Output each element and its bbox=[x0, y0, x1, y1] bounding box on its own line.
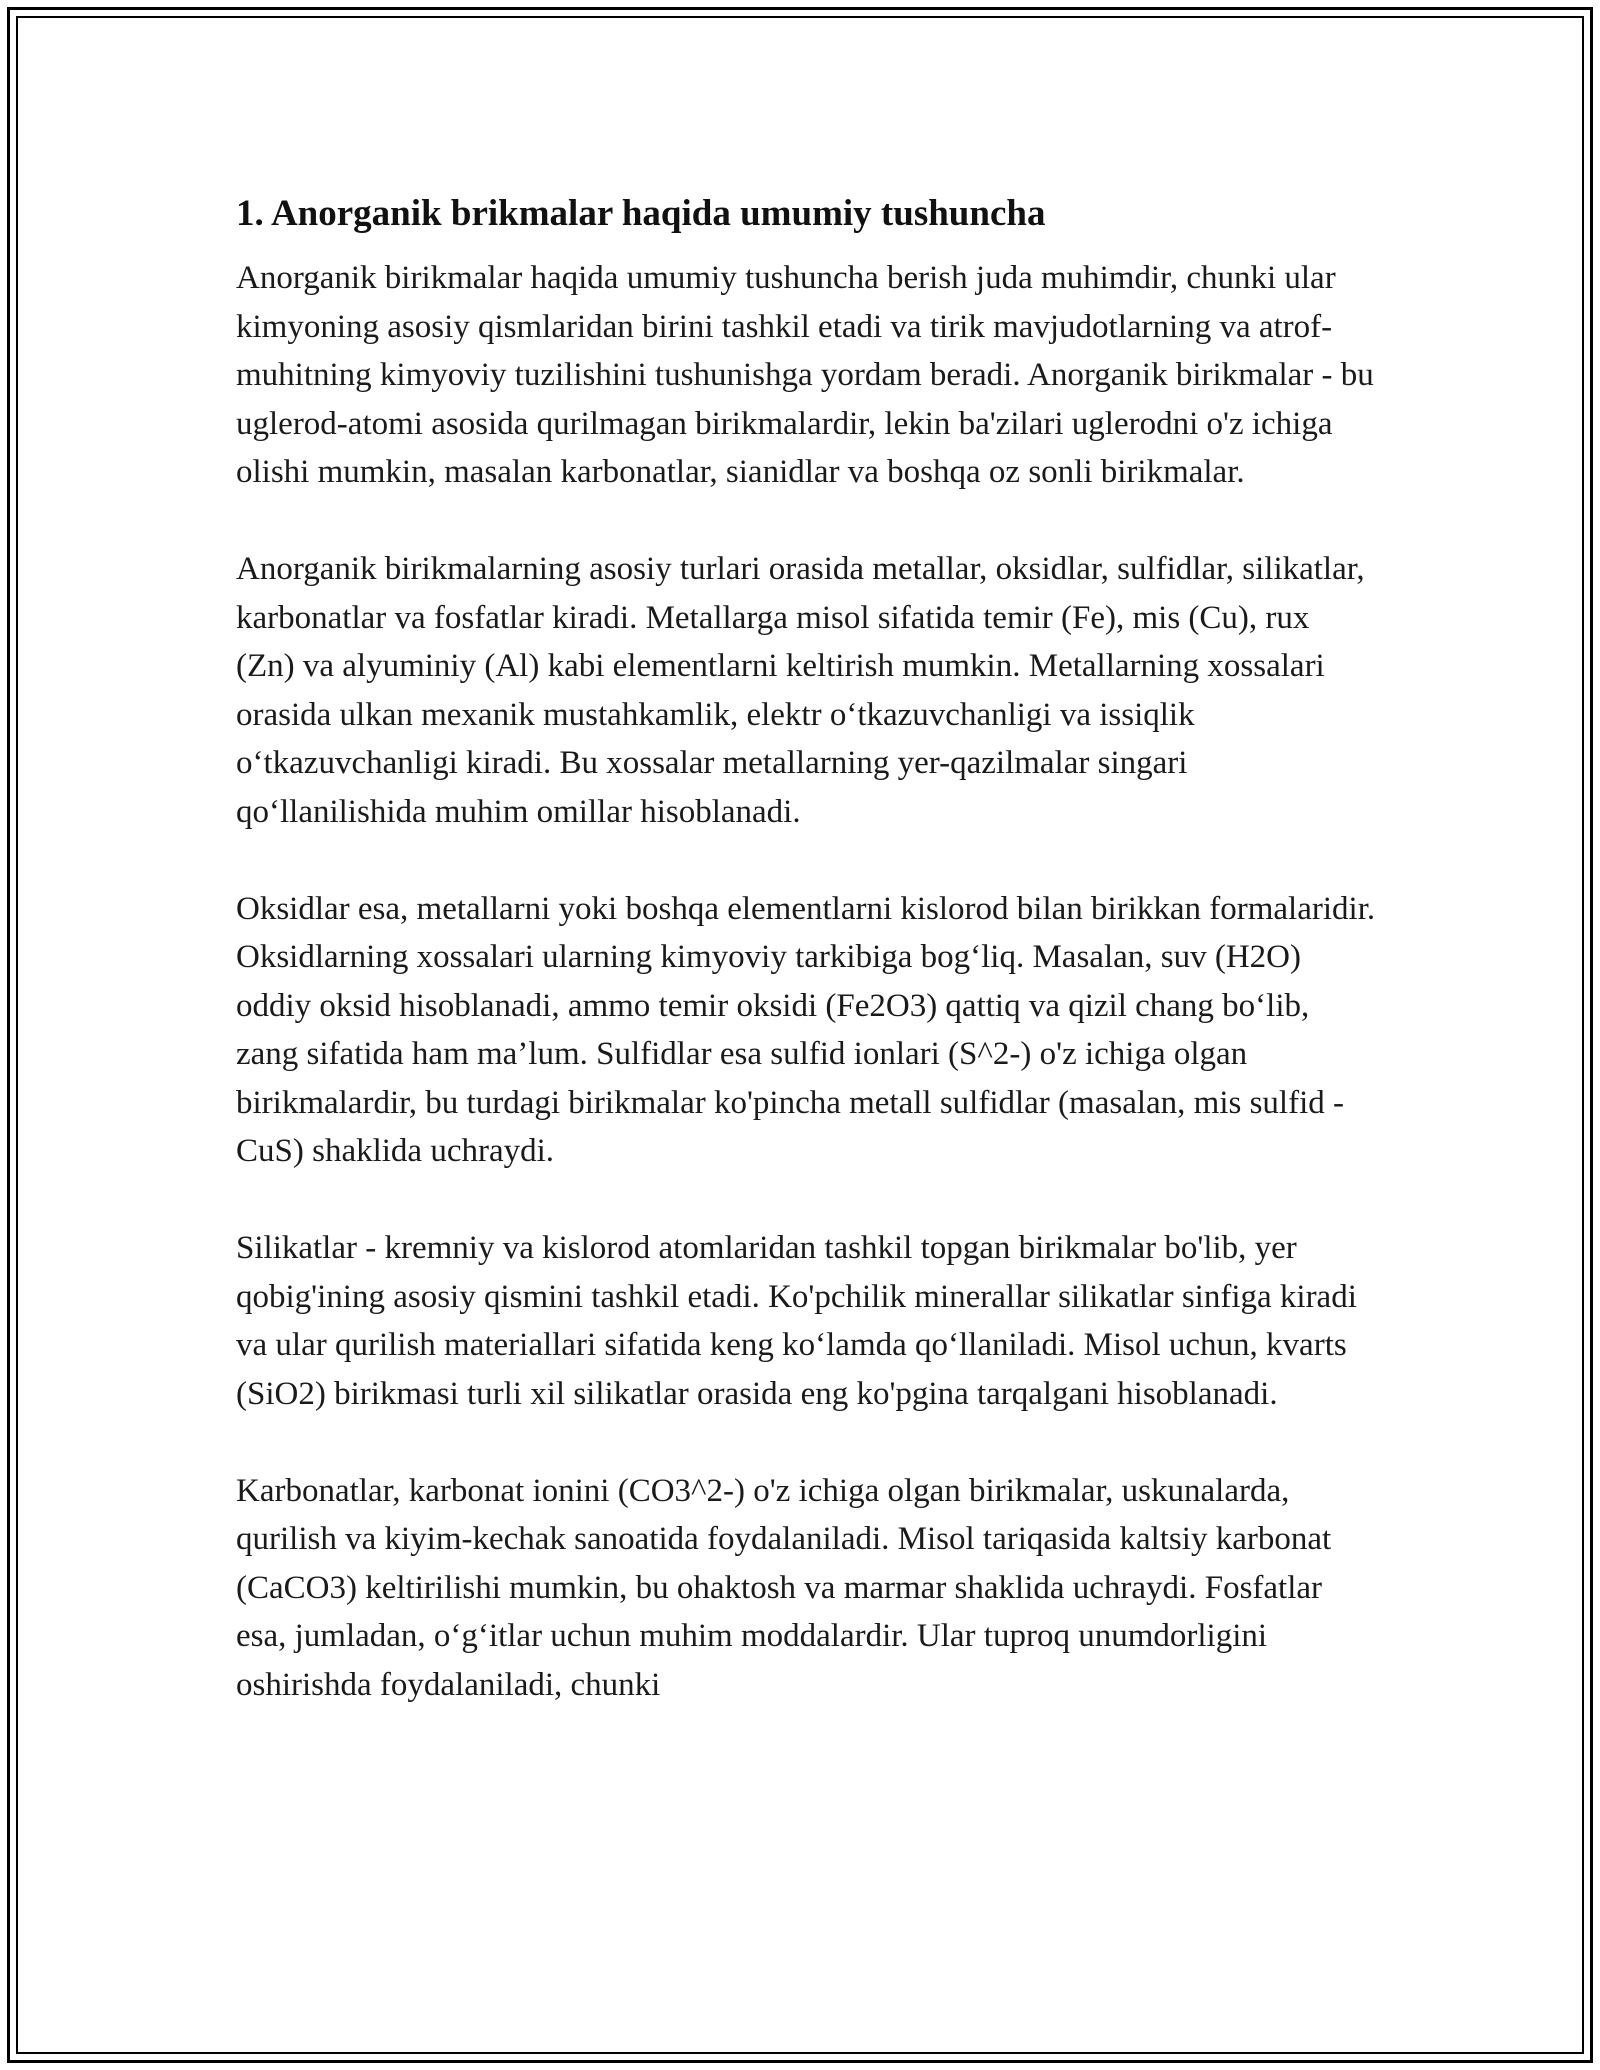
paragraph-oxides-sulfides: Oksidlar esa, metallarni yoki boshqa elementlarni kislorod bilan birikkan formalaridir. Oksidlarning xossalari ularning kimyoviy tarkibiga bog‘liq. Masalan, suv (H2O) oddiy oksid hisoblanadi, ammo temir oksidi (Fe2O3) qattiq va qizil chang bo‘lib, zang sifatida ham ma’lum. Sulfidlar esa sulfid ionlari (S^2-) o'z ichiga olgan birikmalardir, bu turdagi birikmalar ko'pincha metall sulfidlar (masalan, mis sulfid - CuS) shaklida uchraydi. bbox=[236, 890, 1376, 1169]
paragraph-carbonates-phosphates: Karbonatlar, karbonat ionini (CO3^2-) o'z ichiga olgan birikmalar, uskunalarda, qurilish va kiyim-kechak sanoatida foydalaniladi. Misol tariqasida kaltsiy karbonat (CaCO3) keltirilishi mumkin, bu ohaktosh va marmar shaklida uchraydi. Fosfatlar esa, jumladan, o‘g‘itlar uchun muhim moddalardir. Ular tuproq unumdorligini oshirishda foydalaniladi, chunki bbox=[236, 1472, 1332, 1703]
paragraph-intro: Anorganik birikmalar haqida umumiy tushuncha berish juda muhimdir, chunki ular kimyoning asosiy qismlaridan birini tashkil etadi va tirik mavjudotlarning va atrof-muhitning kimyoviy tuzilishini tushunishga yordam beradi. Anorganik birikmalar - bu uglerod-atomi asosida qurilmagan birikmalardir, lekin ba'zilari uglerodni o'z ichiga olishi mumkin, masalan karbonatlar, sianidlar va boshqa oz sonli birikmalar. bbox=[236, 260, 1374, 490]
paragraph-metals: Anorganik birikmalarning asosiy turlari orasida metallar, oksidlar, sulfidlar, silikatlar, karbonatlar va fosfatlar kiradi. Metallarga misol sifatida temir (Fe), mis (Cu), rux (Zn) va alyuminiy (Al) kabi elementlarni keltirish mumkin. Metallarning xossalari orasida ulkan mexanik mustahkamlik, elektr o‘tkazuvchanligi va issiqlik o‘tkazuvchanligi kiradi. Bu xossalar metallarning yer-qazilmalar singari qo‘llanilishida muhim omillar hisoblanadi. bbox=[236, 551, 1365, 830]
paragraph-silicates: Silikatlar - kremniy va kislorod atomlaridan tashkil topgan birikmalar bo'lib, yer qobig'ining asosiy qismini tashkil etadi. Ko'pchilik minerallar silikatlar sinfiga kiradi va ular qurilish materiallari sifatida keng ko‘lamda qo‘llaniladi. Misol uchun, kvarts (SiO2) birikmasi turli xil silikatlar orasida eng ko'pgina tarqalgani hisoblanadi. bbox=[236, 1230, 1357, 1412]
document-body bbox=[236, 190, 1376, 1758]
section-heading: 1. Anorganik brikmalar haqida umumiy tushuncha bbox=[236, 193, 1046, 234]
